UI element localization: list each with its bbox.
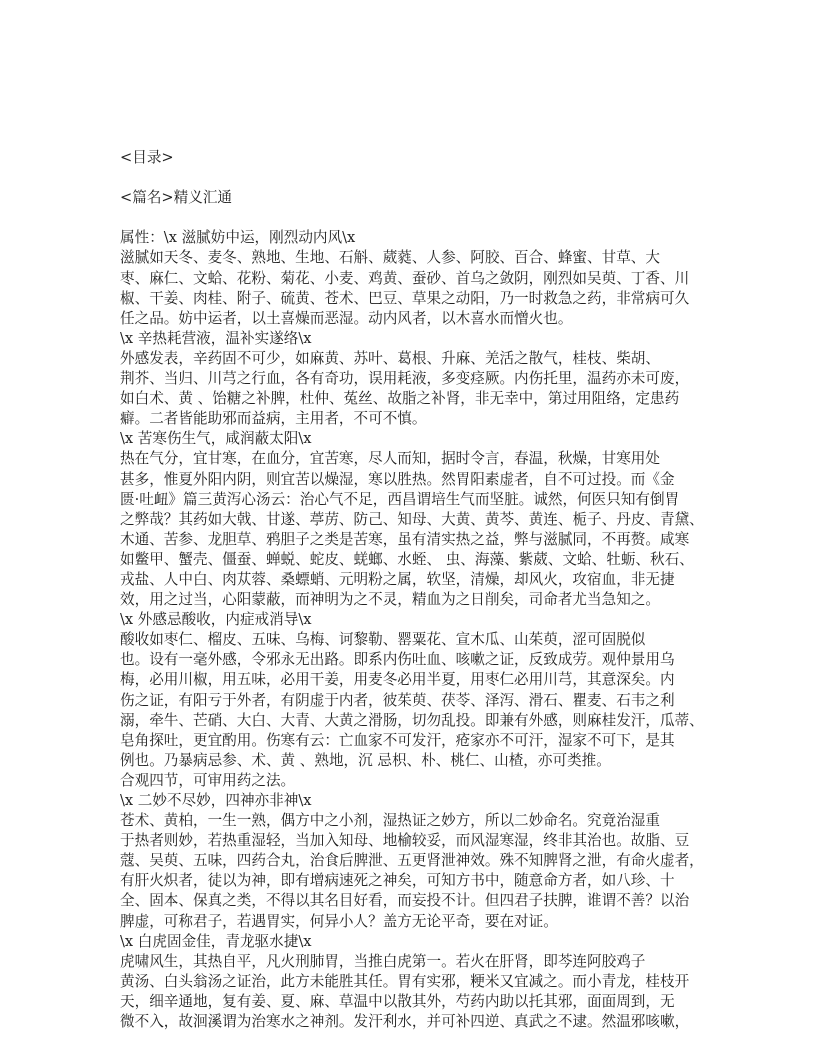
text-line: 皂角探吐，更宜酌用。伤寒有云：亡血家不可发汗，疮家亦不可汗，湿家不可下，是其 bbox=[120, 731, 675, 749]
text-line: 效，用之过当，心阳蒙蔽，而神明为之不灵，精血为之日削矣，司命者尤当急知之。 bbox=[120, 591, 660, 609]
text-line: 微不入，故洄溪谓为治寒水之神剂。发汗利水，并可补四逆、真武之不逮。然温邪咳嗽， bbox=[120, 1013, 690, 1031]
text-line: 外感发表，辛药固不可少，如麻黄、苏叶、葛根、升麻、羌活之散气，桂枝、柴胡、 bbox=[120, 349, 660, 367]
spacer bbox=[120, 168, 760, 188]
text-line: 虎啸风生，其热自平，凡火刑肺胃，当推白虎第一。若火在肝肾，即芩连阿胶鸡子 bbox=[120, 952, 646, 970]
text-line: 椒、干姜、肉桂、附子、硫黄、苍术、巴豆、草果之动阳，乃一时救急之药，非常病可久 bbox=[120, 289, 690, 307]
text-line: 也。设有一毫外感，令邪永无出路。即系内伤吐血、咳嗽之证，反致成劳。观仲景用乌 bbox=[120, 651, 675, 669]
chapter-title: <篇名>精义汇通 bbox=[120, 189, 233, 207]
text-line: 脾虚，可称君子，若遇胃实，何异小人？盖方无论平奇，要在对证。 bbox=[120, 912, 558, 930]
text-line: 天，细辛通地，复有姜、夏、麻、草温中以散其外，芍药内助以托其邪，面面周到，无 bbox=[120, 992, 675, 1010]
text-line: 木通、苦参、龙胆草、鸦胆子之类是苦寒，虽有清实热之益，弊与滋腻同，不再赘。咸寒 bbox=[120, 530, 690, 548]
text-line: 合观四节，可审用药之法。 bbox=[120, 771, 296, 789]
text-line: 匮·吐衄》篇三黄泻心汤云：治心气不足，西昌谓培生气而坚脏。诚然，何医只知有倒胃 bbox=[120, 490, 680, 508]
text-line: 如白术、黄 、饴糖之补脾，杜仲、菟丝、故脂之补肾，非无幸中，第过用阻络，定患药 bbox=[120, 390, 680, 408]
text-line: 梅，必用川椒，用五味，必用干姜，用麦冬必用半夏，用枣仁必用川芎，其意深矣。内 bbox=[120, 671, 675, 689]
text-line: 伤之证，有阳亏于外者，有阴虚于内者，彼茱萸、茯苓、泽泻、滑石、瞿麦、石韦之利 bbox=[120, 691, 675, 709]
text-line: 黄汤、白头翁汤之证治，此方未能胜其任。胃有实邪，粳米又宜减之。而小青龙，桂枝开 bbox=[120, 972, 690, 990]
text-line: 枣、麻仁、文蛤、花粉、菊花、小麦、鸡黄、蚕砂、首乌之敛阴，刚烈如吴萸、丁香、川 bbox=[120, 269, 690, 287]
text-line: 热在气分，宜甘寒，在血分，宜苦寒，尽人而知，据时令言，春温，秋燥，甘寒用处 bbox=[120, 450, 660, 468]
section-heading: \x 苦寒伤生气，咸润蔽太阳\x bbox=[120, 430, 312, 448]
text-line: 任之品。妨中运者，以土喜燥而恶湿。动内风者，以木喜水而憎火也。 bbox=[120, 309, 573, 327]
text-line: 苍术、黄柏，一生一熟，偶方中之小剂，湿热证之妙方，所以二妙命名。究竟治湿重 bbox=[120, 812, 660, 830]
text-line: 之弊哉？其药如大戟、甘遂、葶苈、防己、知母、大黄、黄芩、黄连、栀子、丹皮、青黛、 bbox=[120, 510, 704, 528]
section-heading: 属性：\x 滋腻妨中运，刚烈动内风\x bbox=[120, 229, 356, 247]
section-heading: \x 二妙不尽妙，四神亦非神\x bbox=[120, 792, 312, 809]
text-line: 戎盐、人中白、肉苁蓉、桑螵蛸、元明粉之属，软坚，清燥，却风火，攻宿血，非无捷 bbox=[120, 570, 675, 588]
text-line: 有肝火炽者，徒以为神，即有增病速死之神矣，可知方书中，随意命方者，如八珍、十 bbox=[120, 872, 675, 890]
section-heading: \x 外感忌酸收，内症戒消导\x bbox=[120, 611, 312, 629]
text-line: 例也。乃暴病忌参、术、黄 、熟地，沉 忌枳、朴、桃仁、山楂，亦可类推。 bbox=[120, 751, 611, 769]
section-heading: \x 白虎固金佳，青龙驱水捷\x bbox=[120, 932, 312, 950]
text-line: 蔻、吴萸、五味，四药合丸，治食后脾泄、五更肾泄神效。殊不知脾肾之泄，有命火虚者， bbox=[120, 852, 704, 870]
text-line: 癖。二者皆能助邪而益病，主用者，不可不慎。 bbox=[120, 410, 427, 428]
document-page bbox=[120, 148, 760, 1032]
text-line: 酸收如枣仁、榴皮、五味、乌梅、诃黎勒、罂粟花、宣木瓜、山茱萸，涩可固脱似 bbox=[120, 631, 646, 649]
section-heading: \x 辛热耗营液，温补实遂络\x bbox=[120, 329, 312, 347]
text-line: 甚多，惟夏外阳内阴，则宜苦以燥湿，寒以胜热。然胃阳素虚者，自不可过投。而《金 bbox=[120, 470, 675, 488]
text-line: 荆芥、当归、川芎之行血，各有奇功，误用耗液，多变痉厥。内伤托里，温药亦未可废， bbox=[120, 370, 690, 388]
text-line: 滋腻如天冬、麦冬、熟地、生地、石斛、葳蕤、人参、阿胶、百合、蜂蜜、甘草、大 bbox=[120, 249, 660, 267]
spacer bbox=[120, 208, 760, 228]
text-line: 如鳖甲、蟹壳、僵蚕、蝉蜕、蛇皮、蜣螂、水蛭、 虫、海藻、紫葳、文蛤、牡蛎、秋石、 bbox=[120, 550, 694, 568]
text-line: 于热者则妙，若热重湿轻，当加入知母、地榆较妥，而风湿寒湿，终非其治也。故脂、豆 bbox=[120, 832, 690, 850]
text-line: 全、固本、保真之类，不得以其名目好看，而妄投不计。但四君子扶脾，谁谓不善？以治 bbox=[120, 892, 690, 910]
text-line: 溺，牵牛、芒硝、大白、大青、大黄之滑肠，切勿乱投。即兼有外感，则麻桂发汗，瓜蒂、 bbox=[120, 711, 704, 729]
body-text bbox=[120, 228, 760, 1032]
toc-heading: <目录> bbox=[120, 149, 174, 166]
